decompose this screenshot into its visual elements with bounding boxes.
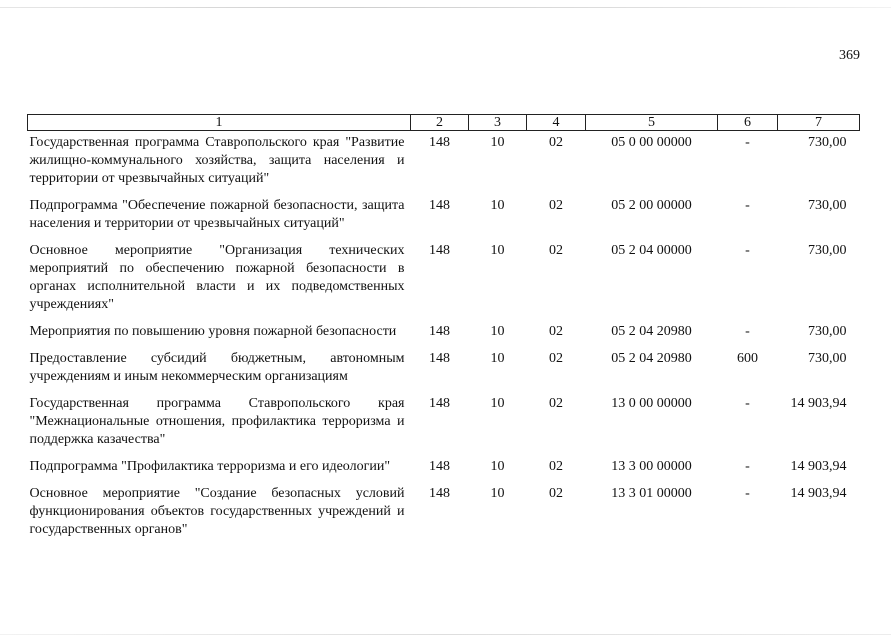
row-amount: 14 903,94 xyxy=(790,459,847,474)
row-subsection-code: 02 xyxy=(549,198,563,213)
row-target-article: 13 3 00 00000 xyxy=(611,459,692,474)
row-target-article: 05 2 04 00000 xyxy=(611,243,692,258)
row-expense-type: - xyxy=(745,396,750,411)
table-row xyxy=(28,455,860,482)
row-ministry-code: 148 xyxy=(429,486,450,501)
table-row xyxy=(28,392,860,455)
column-header-2: 2 xyxy=(411,115,469,131)
row-subsection-code: 02 xyxy=(549,324,563,339)
row-ministry-code: 148 xyxy=(429,351,450,366)
row-ministry-code: 148 xyxy=(429,243,450,258)
row-name: Мероприятия по повышению уровня пожарной безопасности xyxy=(29,324,397,339)
row-expense-type: - xyxy=(745,459,750,474)
row-name: Основное мероприятие "Создание безопасных условий функционирования объектов государственных учреждений и государственных органов" xyxy=(29,486,405,537)
row-amount: 730,00 xyxy=(808,351,847,366)
row-name: Подпрограмма "Обеспечение пожарной безопасности, защита населения и территории от чрезвычайных ситуаций" xyxy=(29,198,405,231)
row-target-article: 13 3 01 00000 xyxy=(611,486,692,501)
row-expense-type: - xyxy=(745,198,750,213)
row-ministry-code: 148 xyxy=(429,459,450,474)
row-amount: 14 903,94 xyxy=(790,396,847,411)
row-amount: 14 903,94 xyxy=(790,486,847,501)
column-header-6: 6 xyxy=(718,115,778,131)
row-name: Государственная программа Ставропольского края "Развитие жилищно-коммунального хозяйства, защита населения и территории от чрезвычайных ситуаций" xyxy=(29,135,405,186)
row-target-article: 05 2 04 20980 xyxy=(611,324,692,339)
row-expense-type: - xyxy=(745,486,750,501)
row-section-code: 10 xyxy=(490,135,505,150)
row-subsection-code: 02 xyxy=(549,135,563,150)
row-amount: 730,00 xyxy=(808,135,847,150)
table-header-row xyxy=(28,115,860,131)
row-target-article: 05 0 00 00000 xyxy=(611,135,692,150)
row-name: Основное мероприятие "Организация технических мероприятий по обеспечению пожарной безопасности в органах исполнительной власти и их подведомственных учреждениях" xyxy=(29,243,405,312)
row-subsection-code: 02 xyxy=(549,459,563,474)
row-subsection-code: 02 xyxy=(549,243,563,258)
row-name: Подпрограмма "Профилактика терроризма и его идеологии" xyxy=(29,459,391,474)
row-name: Государственная программа Ставропольского края "Межнациональные отношения, профилактика терроризма и поддержка казачества" xyxy=(29,396,405,447)
row-section-code: 10 xyxy=(490,324,505,339)
row-section-code: 10 xyxy=(490,243,505,258)
row-amount: 730,00 xyxy=(808,243,847,258)
row-subsection-code: 02 xyxy=(549,396,563,411)
row-expense-type: - xyxy=(745,135,750,150)
page-number: 369 xyxy=(839,48,860,63)
table-row xyxy=(28,194,860,239)
row-section-code: 10 xyxy=(490,459,505,474)
column-header-1: 1 xyxy=(28,115,411,131)
row-expense-type: 600 xyxy=(737,351,758,366)
row-ministry-code: 148 xyxy=(429,324,450,339)
row-expense-type: - xyxy=(745,324,750,339)
row-expense-type: - xyxy=(745,243,750,258)
table-row xyxy=(28,239,860,320)
row-section-code: 10 xyxy=(490,351,505,366)
column-header-5: 5 xyxy=(586,115,718,131)
row-amount: 730,00 xyxy=(808,324,847,339)
scan-edge-top xyxy=(0,7,891,8)
table-row xyxy=(28,482,860,545)
row-ministry-code: 148 xyxy=(429,135,450,150)
row-target-article: 05 2 04 20980 xyxy=(611,351,692,366)
row-section-code: 10 xyxy=(490,198,505,213)
row-target-article: 05 2 00 00000 xyxy=(611,198,692,213)
row-name: Предоставление субсидий бюджетным, автономным учреждениям и иным некоммерческим организациям xyxy=(29,351,405,384)
row-amount: 730,00 xyxy=(808,198,847,213)
scan-edge-bottom xyxy=(0,634,891,635)
row-subsection-code: 02 xyxy=(549,486,563,501)
row-subsection-code: 02 xyxy=(549,351,563,366)
column-header-4: 4 xyxy=(527,115,586,131)
row-ministry-code: 148 xyxy=(429,198,450,213)
row-target-article: 13 0 00 00000 xyxy=(611,396,692,411)
column-header-3: 3 xyxy=(469,115,527,131)
table-row xyxy=(28,347,860,392)
row-section-code: 10 xyxy=(490,486,505,501)
table-row xyxy=(28,131,860,195)
budget-table xyxy=(27,114,860,545)
table-row xyxy=(28,320,860,347)
column-header-7: 7 xyxy=(778,115,860,131)
row-section-code: 10 xyxy=(490,396,505,411)
row-ministry-code: 148 xyxy=(429,396,450,411)
